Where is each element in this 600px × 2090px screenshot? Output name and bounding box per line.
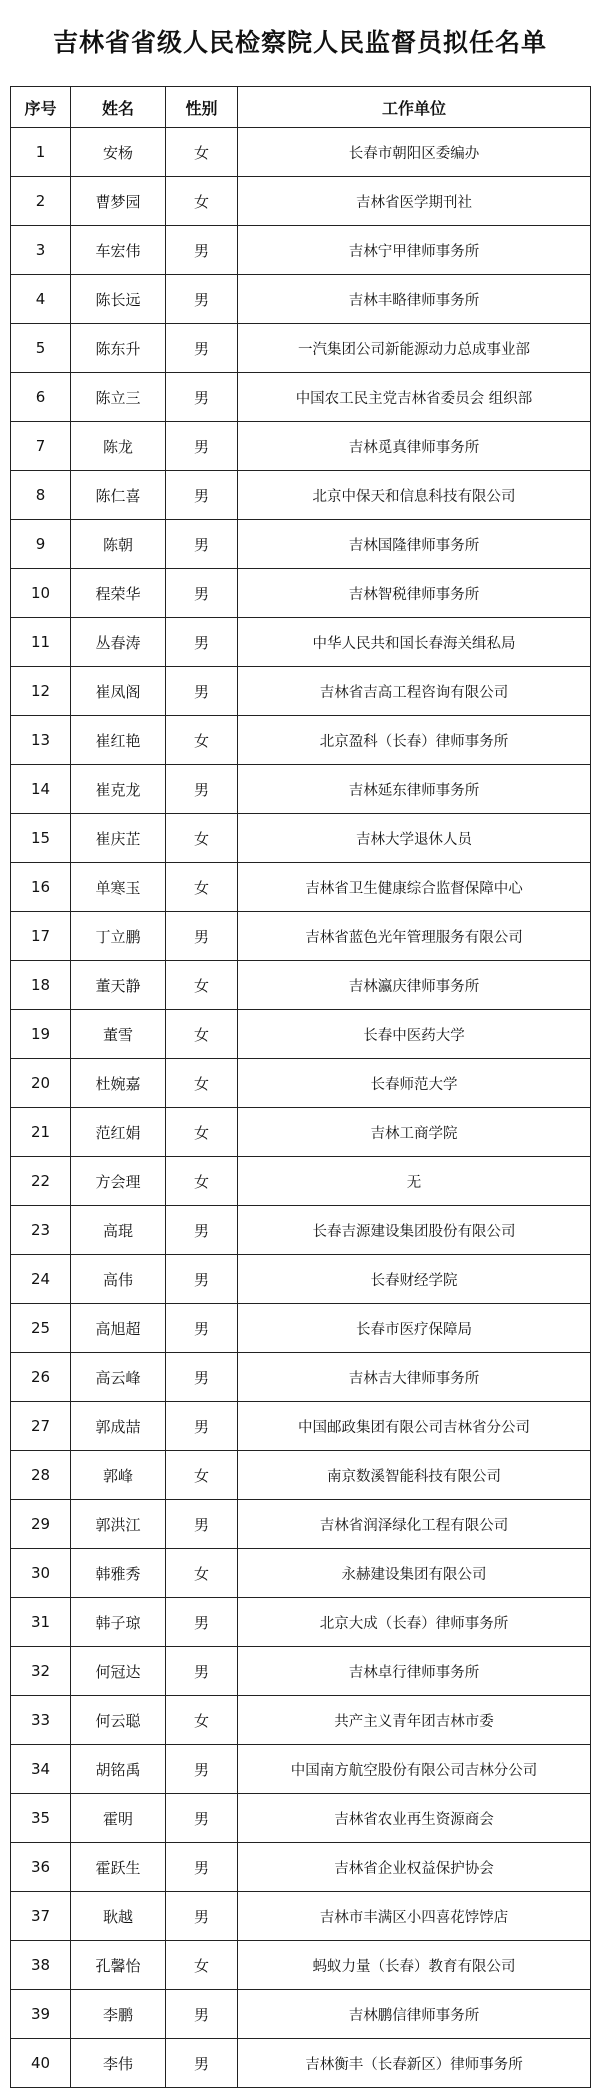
- work-unit-cell: 无: [238, 1157, 591, 1206]
- name-cell: 陈朝: [71, 520, 166, 569]
- table-row: [11, 1255, 591, 1304]
- table-row: [11, 275, 591, 324]
- serial-number-cell: 28: [11, 1451, 71, 1500]
- name-cell: 霍跃生: [71, 1843, 166, 1892]
- name-cell: 陈仁喜: [71, 471, 166, 520]
- header-serial-number: 序号: [11, 87, 71, 128]
- document-title: 吉林省省级人民检察院人民监督员拟任名单: [52, 28, 547, 57]
- serial-number-cell: 20: [11, 1059, 71, 1108]
- serial-number-cell: 2: [11, 177, 71, 226]
- name-cell: 高云峰: [71, 1353, 166, 1402]
- gender-cell: 女: [166, 1549, 238, 1598]
- name-cell: 郭峰: [71, 1451, 166, 1500]
- serial-number-cell: 3: [11, 226, 71, 275]
- gender-cell: 男: [166, 1990, 238, 2039]
- gender-cell: 女: [166, 1059, 238, 1108]
- table-row: [11, 1108, 591, 1157]
- work-unit-cell: 北京盈科（长春）律师事务所: [238, 716, 591, 765]
- gender-cell: 男: [166, 912, 238, 961]
- work-unit-cell: 吉林吉大律师事务所: [238, 1353, 591, 1402]
- serial-number-cell: 11: [11, 618, 71, 667]
- gender-cell: 女: [166, 1010, 238, 1059]
- table-row: [11, 1402, 591, 1451]
- gender-cell: 男: [166, 569, 238, 618]
- work-unit-cell: 长春师范大学: [238, 1059, 591, 1108]
- work-unit-cell: 吉林省润泽绿化工程有限公司: [238, 1500, 591, 1549]
- name-cell: 程荣华: [71, 569, 166, 618]
- name-cell: 韩雅秀: [71, 1549, 166, 1598]
- serial-number-cell: 25: [11, 1304, 71, 1353]
- work-unit-cell: 吉林鹏信律师事务所: [238, 1990, 591, 2039]
- serial-number-cell: 24: [11, 1255, 71, 1304]
- serial-number-cell: 35: [11, 1794, 71, 1843]
- gender-cell: 男: [166, 667, 238, 716]
- gender-cell: 女: [166, 1108, 238, 1157]
- gender-cell: 男: [166, 324, 238, 373]
- table-row: [11, 1451, 591, 1500]
- work-unit-cell: 吉林省蓝色光年管理服务有限公司: [238, 912, 591, 961]
- serial-number-cell: 16: [11, 863, 71, 912]
- gender-cell: 男: [166, 1843, 238, 1892]
- gender-cell: 女: [166, 961, 238, 1010]
- name-cell: 杜婉嘉: [71, 1059, 166, 1108]
- name-cell: 何冠达: [71, 1647, 166, 1696]
- name-cell: 高旭超: [71, 1304, 166, 1353]
- table-header-row: [11, 87, 591, 128]
- work-unit-cell: 吉林市丰满区小四喜花饽饽店: [238, 1892, 591, 1941]
- name-cell: 陈东升: [71, 324, 166, 373]
- serial-number-cell: 36: [11, 1843, 71, 1892]
- name-cell: 董雪: [71, 1010, 166, 1059]
- table-row: [11, 961, 591, 1010]
- gender-cell: 男: [166, 1647, 238, 1696]
- table-row: [11, 1304, 591, 1353]
- gender-cell: 女: [166, 863, 238, 912]
- table-row: [11, 177, 591, 226]
- table-row: [11, 1206, 591, 1255]
- gender-cell: 男: [166, 1206, 238, 1255]
- work-unit-cell: 吉林智税律师事务所: [238, 569, 591, 618]
- name-cell: 曹梦园: [71, 177, 166, 226]
- work-unit-cell: 吉林大学退休人员: [238, 814, 591, 863]
- table-body: [11, 128, 591, 2088]
- table-row: [11, 1353, 591, 1402]
- serial-number-cell: 9: [11, 520, 71, 569]
- serial-number-cell: 40: [11, 2039, 71, 2088]
- work-unit-cell: 吉林丰略律师事务所: [238, 275, 591, 324]
- table-row: [11, 765, 591, 814]
- name-cell: 何云聪: [71, 1696, 166, 1745]
- work-unit-cell: 中国南方航空股份有限公司吉林分公司: [238, 1745, 591, 1794]
- serial-number-cell: 12: [11, 667, 71, 716]
- serial-number-cell: 1: [11, 128, 71, 177]
- name-cell: 李伟: [71, 2039, 166, 2088]
- work-unit-cell: 中国农工民主党吉林省委员会 组织部: [238, 373, 591, 422]
- table-row: [11, 373, 591, 422]
- serial-number-cell: 7: [11, 422, 71, 471]
- gender-cell: 女: [166, 1451, 238, 1500]
- work-unit-cell: 吉林延东律师事务所: [238, 765, 591, 814]
- serial-number-cell: 5: [11, 324, 71, 373]
- table-row: [11, 1892, 591, 1941]
- serial-number-cell: 33: [11, 1696, 71, 1745]
- table-row: [11, 912, 591, 961]
- name-cell: 高伟: [71, 1255, 166, 1304]
- serial-number-cell: 23: [11, 1206, 71, 1255]
- gender-cell: 男: [166, 1892, 238, 1941]
- roster-table: [10, 86, 591, 2088]
- gender-cell: 男: [166, 373, 238, 422]
- serial-number-cell: 32: [11, 1647, 71, 1696]
- work-unit-cell: 吉林衡丰（长春新区）律师事务所: [238, 2039, 591, 2088]
- serial-number-cell: 13: [11, 716, 71, 765]
- work-unit-cell: 吉林省企业权益保护协会: [238, 1843, 591, 1892]
- table-row: [11, 1598, 591, 1647]
- serial-number-cell: 38: [11, 1941, 71, 1990]
- work-unit-cell: 永赫建设集团有限公司: [238, 1549, 591, 1598]
- serial-number-cell: 15: [11, 814, 71, 863]
- serial-number-cell: 34: [11, 1745, 71, 1794]
- serial-number-cell: 31: [11, 1598, 71, 1647]
- name-cell: 单寒玉: [71, 863, 166, 912]
- gender-cell: 女: [166, 1941, 238, 1990]
- header-gender: 性别: [166, 87, 238, 128]
- table-row: [11, 716, 591, 765]
- table-row: [11, 1059, 591, 1108]
- work-unit-cell: 共产主义青年团吉林市委: [238, 1696, 591, 1745]
- table-row: [11, 324, 591, 373]
- name-cell: 陈龙: [71, 422, 166, 471]
- name-cell: 崔庆芷: [71, 814, 166, 863]
- name-cell: 孔馨怡: [71, 1941, 166, 1990]
- work-unit-cell: 一汽集团公司新能源动力总成事业部: [238, 324, 591, 373]
- table-row: [11, 618, 591, 667]
- header-name: 姓名: [71, 87, 166, 128]
- gender-cell: 女: [166, 128, 238, 177]
- name-cell: 郭成喆: [71, 1402, 166, 1451]
- serial-number-cell: 27: [11, 1402, 71, 1451]
- table-row: [11, 814, 591, 863]
- name-cell: 丁立鹏: [71, 912, 166, 961]
- name-cell: 董天静: [71, 961, 166, 1010]
- work-unit-cell: 长春吉源建设集团股份有限公司: [238, 1206, 591, 1255]
- table-row: [11, 471, 591, 520]
- name-cell: 崔凤阁: [71, 667, 166, 716]
- table-row: [11, 863, 591, 912]
- name-cell: 陈立三: [71, 373, 166, 422]
- work-unit-cell: 中国邮政集团有限公司吉林省分公司: [238, 1402, 591, 1451]
- table-row: [11, 226, 591, 275]
- header-work-unit: 工作单位: [238, 87, 591, 128]
- serial-number-cell: 19: [11, 1010, 71, 1059]
- table-row: [11, 1549, 591, 1598]
- work-unit-cell: 吉林省医学期刊社: [238, 177, 591, 226]
- gender-cell: 男: [166, 2039, 238, 2088]
- table-row: [11, 1647, 591, 1696]
- gender-cell: 男: [166, 520, 238, 569]
- name-cell: 李鹏: [71, 1990, 166, 2039]
- work-unit-cell: 吉林宁甲律师事务所: [238, 226, 591, 275]
- name-cell: 崔红艳: [71, 716, 166, 765]
- name-cell: 韩子琼: [71, 1598, 166, 1647]
- table-row: [11, 2039, 591, 2088]
- work-unit-cell: 中华人民共和国长春海关缉私局: [238, 618, 591, 667]
- table-row: [11, 1010, 591, 1059]
- work-unit-cell: 吉林觅真律师事务所: [238, 422, 591, 471]
- name-cell: 丛春涛: [71, 618, 166, 667]
- name-cell: 高琨: [71, 1206, 166, 1255]
- serial-number-cell: 4: [11, 275, 71, 324]
- serial-number-cell: 21: [11, 1108, 71, 1157]
- serial-number-cell: 8: [11, 471, 71, 520]
- work-unit-cell: 南京数溪智能科技有限公司: [238, 1451, 591, 1500]
- table-row: [11, 1941, 591, 1990]
- work-unit-cell: 北京中保天和信息科技有限公司: [238, 471, 591, 520]
- work-unit-cell: 吉林瀛庆律师事务所: [238, 961, 591, 1010]
- name-cell: 耿越: [71, 1892, 166, 1941]
- name-cell: 崔克龙: [71, 765, 166, 814]
- work-unit-cell: 吉林工商学院: [238, 1108, 591, 1157]
- gender-cell: 男: [166, 1353, 238, 1402]
- work-unit-cell: 长春中医药大学: [238, 1010, 591, 1059]
- gender-cell: 男: [166, 1255, 238, 1304]
- table-row: [11, 422, 591, 471]
- gender-cell: 男: [166, 1794, 238, 1843]
- gender-cell: 女: [166, 1157, 238, 1206]
- table-row: [11, 1794, 591, 1843]
- table-row: [11, 1157, 591, 1206]
- gender-cell: 女: [166, 1696, 238, 1745]
- serial-number-cell: 22: [11, 1157, 71, 1206]
- work-unit-cell: 吉林省卫生健康综合监督保障中心: [238, 863, 591, 912]
- name-cell: 方会理: [71, 1157, 166, 1206]
- table-row: [11, 569, 591, 618]
- serial-number-cell: 26: [11, 1353, 71, 1402]
- work-unit-cell: 长春市医疗保障局: [238, 1304, 591, 1353]
- work-unit-cell: 北京大成（长春）律师事务所: [238, 1598, 591, 1647]
- gender-cell: 男: [166, 275, 238, 324]
- name-cell: 安杨: [71, 128, 166, 177]
- gender-cell: 男: [166, 1402, 238, 1451]
- work-unit-cell: 吉林省农业再生资源商会: [238, 1794, 591, 1843]
- work-unit-cell: 吉林卓行律师事务所: [238, 1647, 591, 1696]
- gender-cell: 男: [166, 471, 238, 520]
- table-row: [11, 520, 591, 569]
- table-row: [11, 1696, 591, 1745]
- serial-number-cell: 18: [11, 961, 71, 1010]
- gender-cell: 男: [166, 1598, 238, 1647]
- table-row: [11, 1500, 591, 1549]
- gender-cell: 女: [166, 177, 238, 226]
- serial-number-cell: 29: [11, 1500, 71, 1549]
- gender-cell: 男: [166, 618, 238, 667]
- table-row: [11, 128, 591, 177]
- gender-cell: 男: [166, 226, 238, 275]
- name-cell: 车宏伟: [71, 226, 166, 275]
- name-cell: 胡铭禹: [71, 1745, 166, 1794]
- serial-number-cell: 6: [11, 373, 71, 422]
- gender-cell: 男: [166, 422, 238, 471]
- name-cell: 霍明: [71, 1794, 166, 1843]
- gender-cell: 男: [166, 1304, 238, 1353]
- work-unit-cell: 长春财经学院: [238, 1255, 591, 1304]
- serial-number-cell: 10: [11, 569, 71, 618]
- gender-cell: 女: [166, 716, 238, 765]
- gender-cell: 男: [166, 765, 238, 814]
- table-row: [11, 667, 591, 716]
- serial-number-cell: 39: [11, 1990, 71, 2039]
- table-row: [11, 1745, 591, 1794]
- work-unit-cell: 长春市朝阳区委编办: [238, 128, 591, 177]
- work-unit-cell: 蚂蚁力量（长春）教育有限公司: [238, 1941, 591, 1990]
- work-unit-cell: 吉林省吉高工程咨询有限公司: [238, 667, 591, 716]
- name-cell: 陈长远: [71, 275, 166, 324]
- serial-number-cell: 30: [11, 1549, 71, 1598]
- work-unit-cell: 吉林国隆律师事务所: [238, 520, 591, 569]
- name-cell: 郭洪江: [71, 1500, 166, 1549]
- table-row: [11, 1990, 591, 2039]
- serial-number-cell: 14: [11, 765, 71, 814]
- name-cell: 范红娟: [71, 1108, 166, 1157]
- gender-cell: 男: [166, 1500, 238, 1549]
- serial-number-cell: 17: [11, 912, 71, 961]
- serial-number-cell: 37: [11, 1892, 71, 1941]
- gender-cell: 男: [166, 1745, 238, 1794]
- table-row: [11, 1843, 591, 1892]
- gender-cell: 女: [166, 814, 238, 863]
